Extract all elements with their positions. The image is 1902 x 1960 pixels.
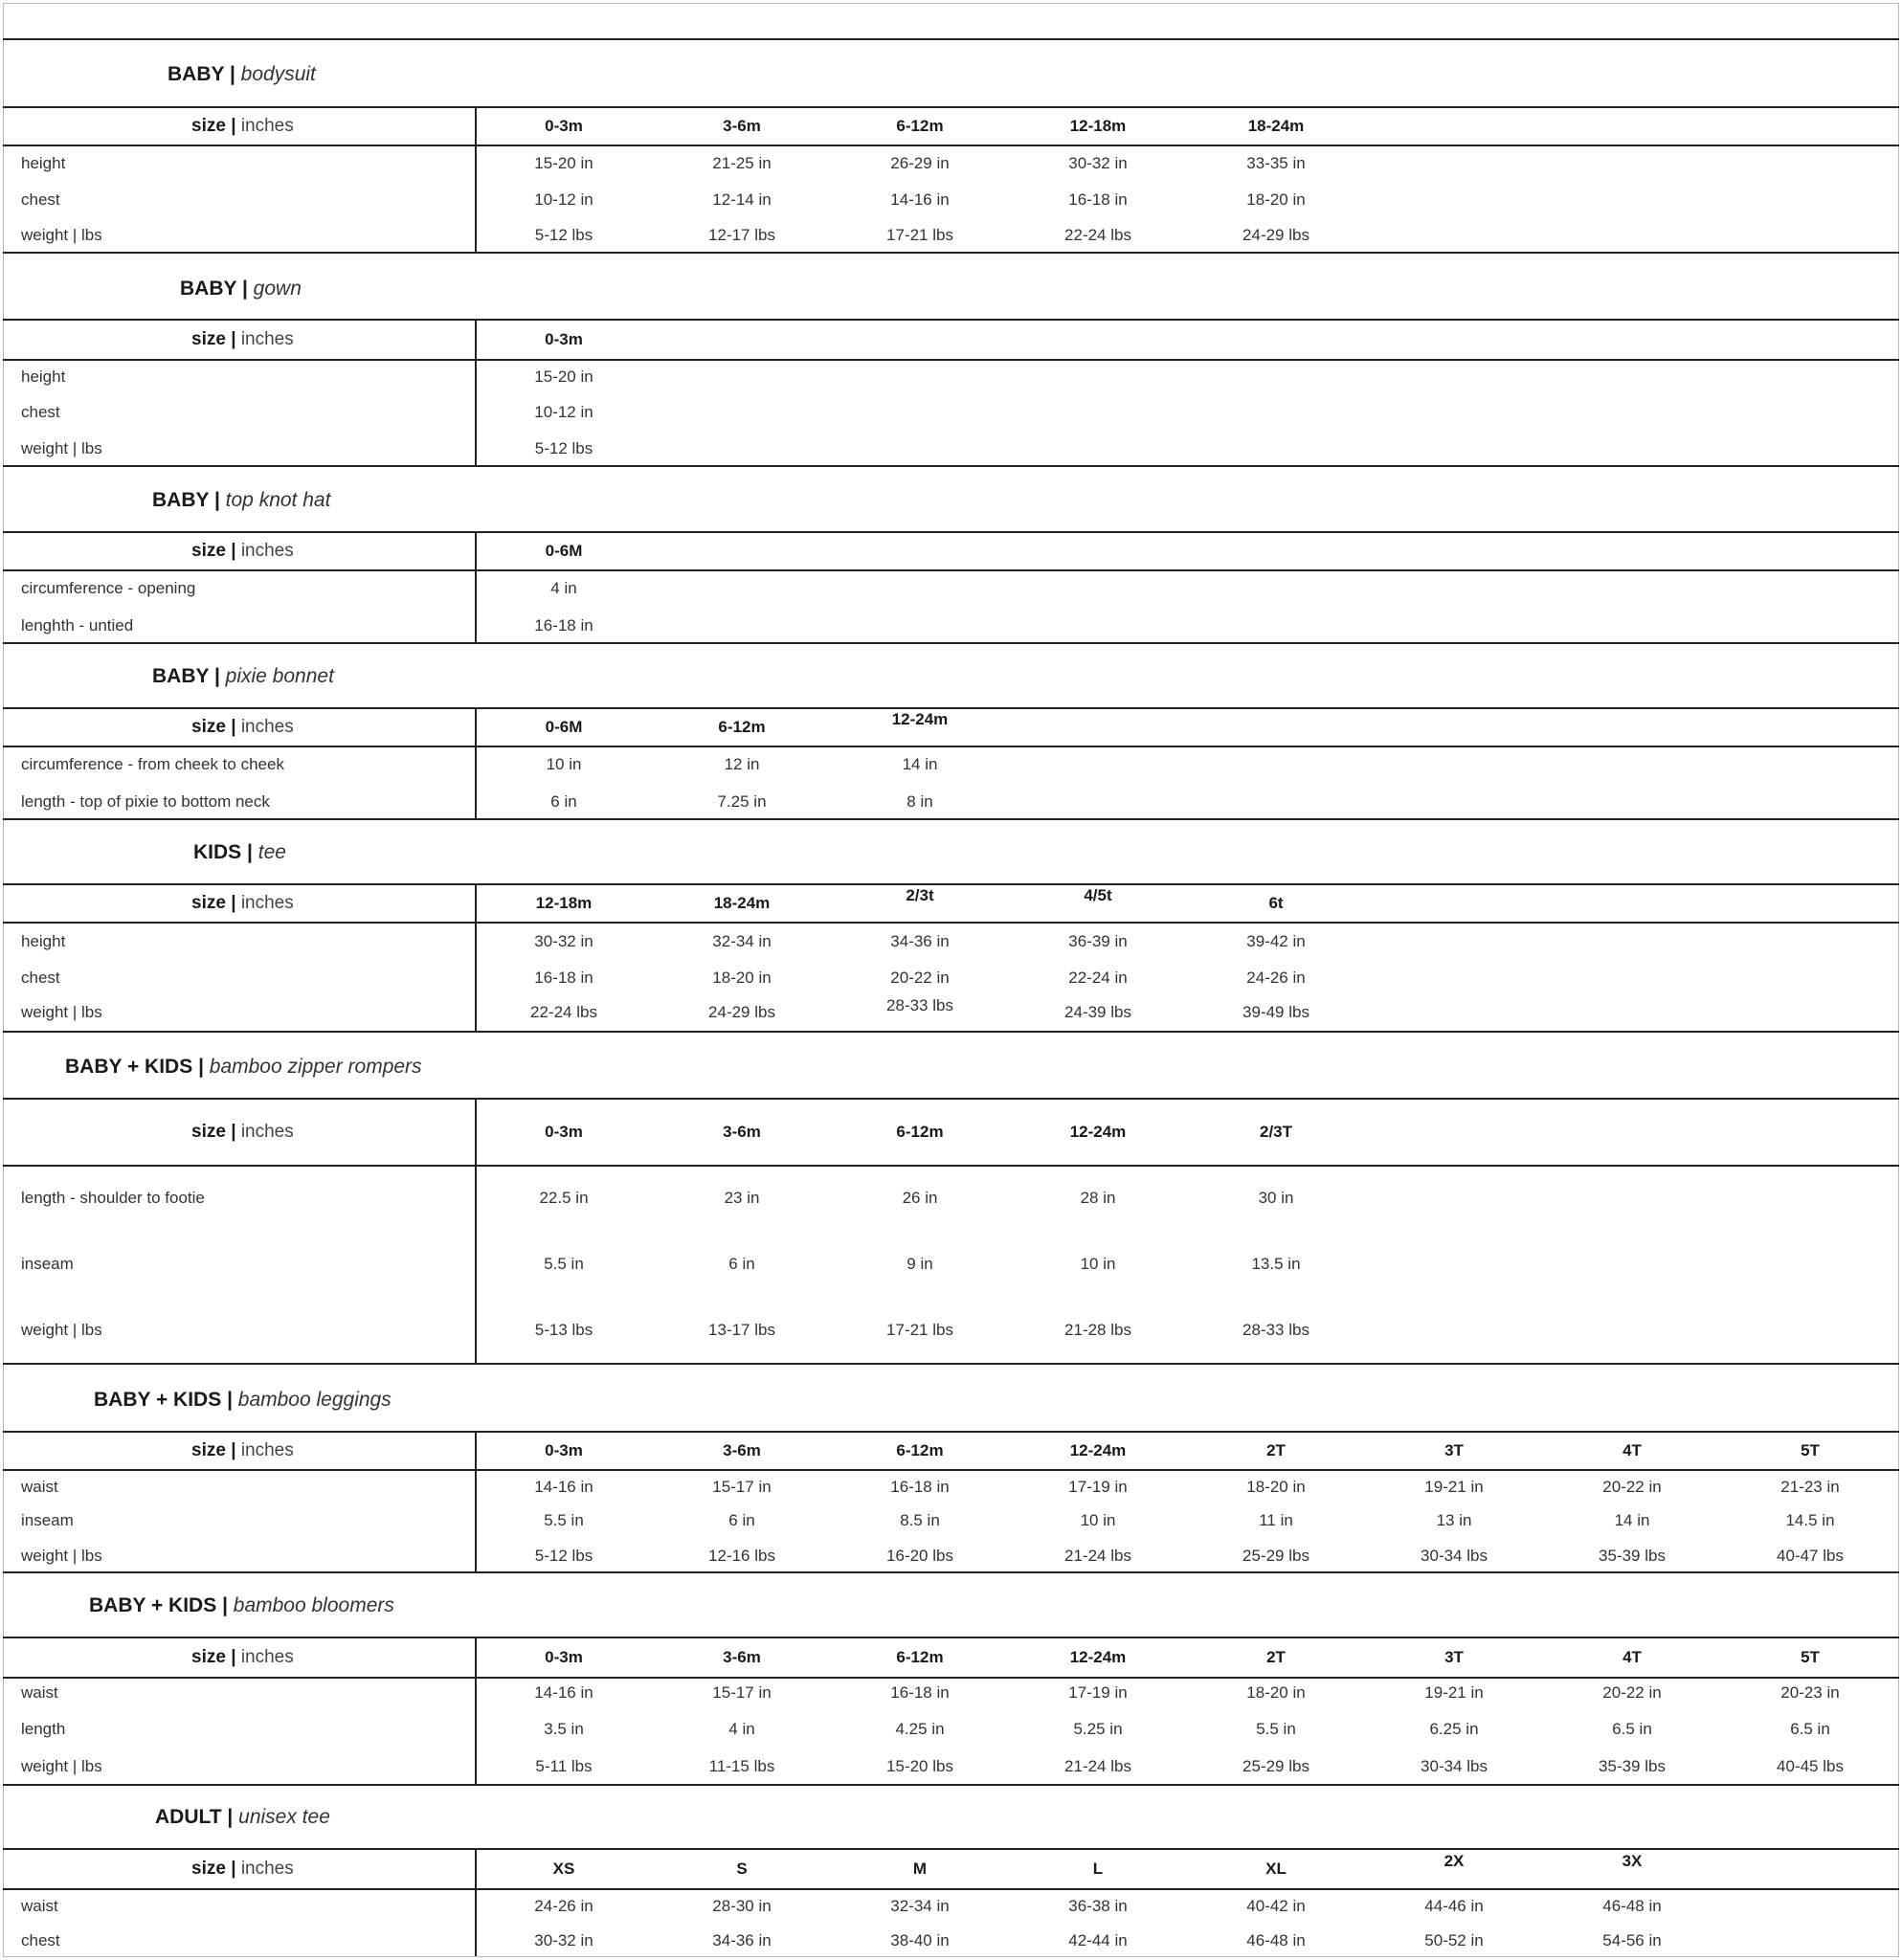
size-label: size [191,116,226,136]
measurement-value: 18-20 in [1246,190,1306,209]
title-divider [3,1098,1899,1100]
size-header: 3-6m [723,1123,761,1141]
size-header: 2T [1266,1441,1286,1459]
section-product: unisex tee [238,1806,330,1828]
measurement-value: 38-40 in [890,1931,950,1949]
size-header: 3-6m [723,117,761,135]
measurement-value: 12-16 lbs [708,1547,775,1565]
size-header: 12-24m [1069,1441,1127,1459]
size-unit-header [191,893,294,914]
title-separator: | [221,1806,239,1828]
measurement-value: 26 in [902,1189,938,1207]
size-header: 2/3t [906,886,934,904]
measurement-value: 11-15 lbs [708,1757,775,1775]
section-product: top knot hat [225,489,331,511]
title-separator: | [209,665,226,687]
size-header: 2/3T [1259,1123,1293,1141]
measurement-value: 16-18 in [534,969,593,987]
size-header: 6-12m [896,1441,944,1459]
section-divider [3,818,1899,820]
measurement-value: 20-23 in [1780,1683,1840,1702]
section-product: tee [257,841,286,863]
measurement-value: 20-22 in [1602,1478,1662,1496]
measurement-value: 28-30 in [712,1897,772,1915]
size-label: size [191,717,226,737]
section-brand: BABY [168,63,225,85]
label-column-divider [475,1849,477,1956]
measurement-label: length - shoulder to footie [21,1189,205,1207]
measurement-label: weight | lbs [21,439,102,457]
measurement-value: 42-44 in [1068,1931,1128,1949]
section-title [193,841,286,864]
section-product: bamboo leggings [237,1389,392,1411]
title-divider [3,1848,1899,1850]
measurement-label: chest [21,1931,60,1949]
size-header: 6-12m [896,117,944,135]
size-label: size [191,329,226,349]
header-divider [3,1165,1899,1167]
measurement-label: weight | lbs [21,1757,102,1775]
measurement-value: 36-38 in [1068,1897,1128,1915]
size-unit-header [191,1440,294,1461]
measurement-label: waist [21,1478,58,1496]
measurement-value: 12-14 in [712,190,772,209]
measurement-value: 4 in [728,1720,755,1738]
measurement-value: 5.5 in [544,1511,584,1529]
section-title [180,278,302,301]
size-header: 5T [1801,1441,1820,1459]
measurement-label: weight | lbs [21,1003,102,1021]
measurement-value: 10 in [1080,1255,1116,1273]
measurement-value: 6 in [728,1511,755,1529]
measurement-value: 30 in [1258,1189,1294,1207]
header-divider [3,359,1899,361]
measurement-label: weight | lbs [21,1547,102,1565]
measurement-value: 17-21 lbs [886,226,953,244]
title-divider [3,707,1899,709]
measurement-label: lenghth - untied [21,616,134,635]
size-label: size [191,1647,226,1667]
measurement-value: 22-24 lbs [530,1003,597,1021]
measurement-value: 16-18 in [890,1478,950,1496]
measurement-value: 25-29 lbs [1242,1757,1309,1775]
size-header: 0-3m [545,330,583,348]
unit-label: inches [240,893,294,913]
measurement-value: 24-39 lbs [1064,1003,1131,1021]
header-divider [3,746,1899,747]
measurement-label: height [21,932,66,950]
measurement-value: 6.5 in [1612,1720,1652,1738]
measurement-value: 28-33 lbs [1242,1321,1309,1339]
measurement-value: 25-29 lbs [1242,1547,1309,1565]
measurement-value: 26-29 in [890,154,950,172]
unit-label: inches [240,116,294,136]
measurement-value: 17-19 in [1068,1478,1128,1496]
size-header: 12-24m [891,710,949,728]
measurement-value: 19-21 in [1424,1683,1484,1702]
measurement-value: 3.5 in [544,1720,584,1738]
measurement-value: 36-39 in [1068,932,1128,950]
size-header: 6-12m [718,718,766,736]
measurement-value: 32-34 in [890,1897,950,1915]
header-divider [3,1677,1899,1679]
unit-label: inches [240,541,294,561]
measurement-value: 35-39 lbs [1599,1757,1666,1775]
measurement-label: weight | lbs [21,1321,102,1339]
section-product: bamboo bloomers [233,1594,394,1616]
measurement-value: 24-29 lbs [708,1003,775,1021]
unit-label: inches [240,717,294,737]
measurement-value: 13 in [1436,1511,1472,1529]
title-separator: | [221,1389,238,1411]
measurement-value: 46-48 in [1602,1897,1662,1915]
size-header: 0-3m [545,1441,583,1459]
measurement-value: 46-48 in [1246,1931,1306,1949]
measurement-value: 5-12 lbs [534,226,593,244]
size-unit-header [191,116,294,137]
measurement-value: 28-33 lbs [886,996,953,1014]
section-brand: KIDS [193,841,242,863]
measurement-value: 7.25 in [717,792,767,811]
measurement-value: 23 in [724,1189,760,1207]
measurement-value: 21-25 in [712,154,772,172]
measurement-value: 5-13 lbs [534,1321,593,1339]
measurement-label: chest [21,403,60,421]
measurement-value: 22-24 in [1068,969,1128,987]
measurement-value: 21-24 lbs [1064,1547,1131,1565]
size-unit-header [191,717,294,738]
size-label: size [191,1859,226,1879]
measurement-value: 5.5 in [1256,1720,1296,1738]
measurement-label: circumference - opening [21,579,196,597]
unit-label: inches [240,329,294,349]
section-brand: BABY + KIDS [89,1594,217,1616]
measurement-value: 50-52 in [1424,1931,1484,1949]
unit-label: inches [240,1859,294,1879]
size-header: 3-6m [723,1648,761,1666]
label-column-divider [475,107,477,253]
measurement-label: inseam [21,1255,74,1273]
measurement-label: circumference - from cheek to cheek [21,755,284,773]
measurement-value: 34-36 in [890,932,950,950]
label-column-divider [475,532,477,643]
measurement-value: 19-21 in [1424,1478,1484,1496]
size-header: 4T [1622,1648,1642,1666]
measurement-value: 18-20 in [712,969,772,987]
section-product: bamboo zipper rompers [209,1056,422,1078]
header-divider [3,1469,1899,1471]
label-column-divider [475,1099,477,1364]
section-title [94,1389,392,1412]
measurement-value: 21-23 in [1780,1478,1840,1496]
size-header: M [912,1860,928,1878]
measurement-value: 22.5 in [539,1189,589,1207]
size-label: size [191,893,226,913]
label-column-divider [475,320,477,466]
section-divider [3,252,1899,254]
section-divider [3,1571,1899,1573]
measurement-value: 8.5 in [900,1511,940,1529]
measurement-value: 14.5 in [1785,1511,1835,1529]
measurement-value: 39-42 in [1246,932,1306,950]
header-divider [3,922,1899,924]
size-header: 6-12m [896,1648,944,1666]
title-divider [3,106,1899,108]
header-separator: | [231,541,236,561]
size-header: 0-6M [545,718,583,736]
measurement-label: inseam [21,1511,74,1529]
size-header: 6-12m [896,1123,944,1141]
size-header: 4/5t [1084,886,1112,904]
header-divider [3,145,1899,146]
section-title [89,1594,394,1617]
measurement-value: 14 in [902,755,938,773]
header-separator: | [231,329,236,349]
measurement-value: 10 in [1080,1511,1116,1529]
measurement-value: 18-20 in [1246,1683,1306,1702]
measurement-value: 20-22 in [890,969,950,987]
measurement-value: 14-16 in [534,1683,593,1702]
size-header: 3T [1444,1648,1464,1666]
size-header: 2T [1266,1648,1286,1666]
title-separator: | [216,1594,234,1616]
size-label: size [191,541,226,561]
size-header: L [1092,1860,1104,1878]
header-separator: | [231,1647,236,1667]
measurement-value: 28 in [1080,1189,1116,1207]
section-brand: BABY [180,278,237,300]
header-separator: | [231,1859,236,1879]
measurement-value: 30-34 lbs [1421,1757,1488,1775]
measurement-value: 34-36 in [712,1931,772,1949]
size-unit-header [191,1647,294,1668]
header-separator: | [231,1440,236,1460]
measurement-label: chest [21,190,60,209]
measurement-value: 39-49 lbs [1242,1003,1309,1021]
section-title [152,489,330,512]
measurement-label: length [21,1720,66,1738]
size-header: S [736,1860,748,1878]
measurement-value: 5-11 lbs [535,1757,593,1775]
size-header: 0-3m [545,1648,583,1666]
section-title [155,1806,330,1829]
measurement-value: 5-12 lbs [534,1547,593,1565]
measurement-value: 12-17 lbs [708,226,775,244]
measurement-value: 16-18 in [890,1683,950,1702]
size-header: 12-24m [1069,1123,1127,1141]
measurement-value: 13.5 in [1251,1255,1301,1273]
unit-label: inches [240,1122,294,1142]
measurement-value: 11 in [1259,1511,1293,1529]
size-unit-header [191,541,294,562]
size-header: 2X [1443,1852,1465,1870]
measurement-value: 21-28 lbs [1064,1321,1131,1339]
measurement-value: 6 in [728,1255,755,1273]
measurement-value: 40-45 lbs [1777,1757,1844,1775]
size-header: 0-3m [545,117,583,135]
measurement-value: 6.25 in [1429,1720,1479,1738]
title-separator: | [241,841,258,863]
size-header: XL [1265,1860,1287,1878]
measurement-value: 14 in [1614,1511,1650,1529]
measurement-value: 15-20 lbs [886,1757,953,1775]
size-header: 18-24m [1247,117,1305,135]
measurement-value: 17-21 lbs [886,1321,953,1339]
size-unit-header [191,1122,294,1143]
measurement-value: 16-18 in [1068,190,1128,209]
section-divider [3,1784,1899,1786]
section-brand: BABY [152,489,210,511]
label-column-divider [475,708,477,819]
label-column-divider [475,1637,477,1785]
measurement-value: 8 in [906,792,933,811]
size-unit-header [191,329,294,350]
size-header: 4T [1622,1441,1642,1459]
section-product: pixie bonnet [225,665,334,687]
measurement-value: 24-29 lbs [1242,226,1309,244]
unit-label: inches [240,1647,294,1667]
size-header: 0-6M [545,542,583,560]
size-header: 12-18m [535,894,593,912]
measurement-label: length - top of pixie to bottom neck [21,792,270,811]
label-column-divider [475,1432,477,1572]
measurement-value: 5.25 in [1073,1720,1123,1738]
measurement-value: 54-56 in [1602,1931,1662,1949]
title-separator: | [224,63,241,85]
size-header: 6t [1268,894,1284,912]
section-product: bodysuit [240,63,316,85]
size-header: XS [552,1860,575,1878]
measurement-value: 16-18 in [534,616,593,635]
section-brand: BABY [152,665,210,687]
measurement-value: 10-12 in [534,403,593,421]
header-separator: | [231,1122,236,1142]
size-header: 12-18m [1069,117,1127,135]
measurement-value: 32-34 in [712,932,772,950]
measurement-label: height [21,368,66,386]
measurement-value: 33-35 in [1246,154,1306,172]
measurement-value: 4 in [550,579,577,597]
measurement-value: 30-32 in [1068,154,1128,172]
top-divider [3,38,1899,40]
title-separator: | [192,1056,210,1078]
measurement-label: waist [21,1683,58,1702]
title-separator: | [209,489,226,511]
section-divider [3,1031,1899,1033]
header-separator: | [231,116,236,136]
measurement-value: 10-12 in [534,190,593,209]
size-header: 0-3m [545,1123,583,1141]
measurement-value: 35-39 lbs [1599,1547,1666,1565]
measurement-value: 6.5 in [1790,1720,1830,1738]
header-separator: | [231,893,236,913]
measurement-value: 30-32 in [534,932,593,950]
measurement-value: 10 in [546,755,582,773]
label-column-divider [475,884,477,1032]
section-divider [3,642,1899,644]
title-divider [3,1637,1899,1638]
title-divider [3,883,1899,885]
title-separator: | [236,278,254,300]
section-title [168,63,316,86]
size-header: 5T [1801,1648,1820,1666]
size-unit-header [191,1859,294,1880]
measurement-value: 40-42 in [1246,1897,1306,1915]
measurement-value: 13-17 lbs [708,1321,775,1339]
section-divider [3,1363,1899,1365]
measurement-value: 30-32 in [534,1931,593,1949]
measurement-value: 12 in [724,755,760,773]
title-divider [3,319,1899,321]
measurement-value: 30-34 lbs [1421,1547,1488,1565]
measurement-value: 22-24 lbs [1064,226,1131,244]
section-brand: BABY + KIDS [65,1056,193,1078]
header-divider [3,1888,1899,1890]
measurement-value: 14-16 in [890,190,950,209]
size-header: 3-6m [723,1441,761,1459]
measurement-value: 16-20 lbs [886,1547,953,1565]
measurement-value: 40-47 lbs [1777,1547,1844,1565]
header-divider [3,569,1899,571]
section-title [152,665,334,688]
measurement-value: 14-16 in [534,1478,593,1496]
measurement-value: 15-17 in [712,1683,772,1702]
measurement-value: 5.5 in [544,1255,584,1273]
measurement-value: 15-20 in [534,154,593,172]
measurement-value: 9 in [906,1255,933,1273]
size-header: 18-24m [713,894,771,912]
measurement-label: height [21,154,66,172]
measurement-value: 24-26 in [534,1897,593,1915]
measurement-value: 18-20 in [1246,1478,1306,1496]
unit-label: inches [240,1440,294,1460]
measurement-value: 15-17 in [712,1478,772,1496]
section-divider [3,465,1899,467]
section-brand: ADULT [155,1806,222,1828]
measurement-label: weight | lbs [21,226,102,244]
title-divider [3,531,1899,533]
measurement-value: 24-26 in [1246,969,1306,987]
measurement-value: 44-46 in [1424,1897,1484,1915]
section-brand: BABY + KIDS [94,1389,222,1411]
size-label: size [191,1122,226,1142]
measurement-value: 17-19 in [1068,1683,1128,1702]
measurement-label: waist [21,1897,58,1915]
size-label: size [191,1440,226,1460]
measurement-value: 4.25 in [895,1720,945,1738]
measurement-value: 21-24 lbs [1064,1757,1131,1775]
measurement-value: 20-22 in [1602,1683,1662,1702]
size-header: 3T [1444,1441,1464,1459]
measurement-value: 15-20 in [534,368,593,386]
measurement-label: chest [21,969,60,987]
size-header: 12-24m [1069,1648,1127,1666]
section-product: gown [253,278,302,300]
title-divider [3,1431,1899,1433]
header-separator: | [231,717,236,737]
size-header: 3X [1622,1852,1643,1870]
measurement-value: 5-12 lbs [534,439,593,457]
section-title [65,1056,422,1079]
measurement-value: 6 in [550,792,577,811]
